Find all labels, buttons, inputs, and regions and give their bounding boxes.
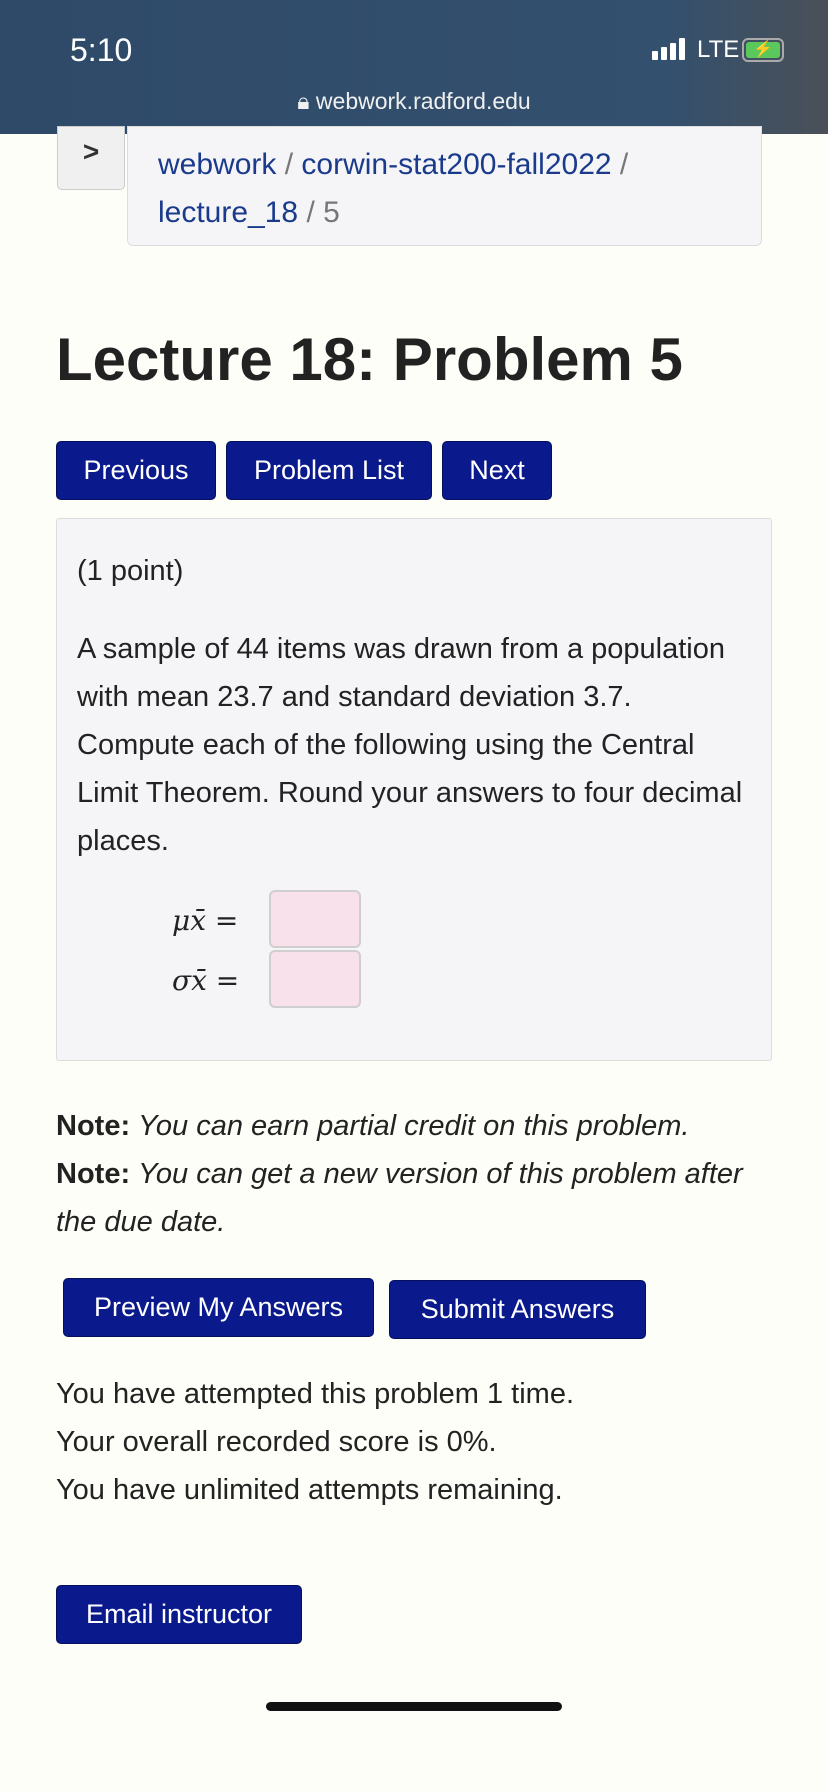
previous-button[interactable]: Previous xyxy=(56,441,216,500)
lock-icon: 🔒︎ xyxy=(297,88,316,114)
next-button[interactable]: Next xyxy=(442,441,552,500)
signal-icon xyxy=(652,38,685,60)
battery-charging-icon: ⚡ xyxy=(742,38,784,62)
attempts-remaining: You have unlimited attempts remaining. xyxy=(56,1474,563,1506)
url-bar[interactable] xyxy=(0,88,828,115)
url-text: webwork.radford.edu xyxy=(315,88,531,114)
breadcrumb-set[interactable]: lecture_18 xyxy=(158,196,299,229)
email-instructor-button[interactable]: Email instructor xyxy=(56,1585,302,1644)
attempt-count: You have attempted this problem 1 time. xyxy=(56,1378,575,1410)
recorded-score: Your overall recorded score is 0%. xyxy=(56,1426,497,1458)
breadcrumb-current: 5 xyxy=(323,196,340,229)
breadcrumb-webwork[interactable]: webwork xyxy=(158,148,277,181)
submit-answers-button[interactable]: Submit Answers xyxy=(389,1280,646,1339)
note-new-version: Note: You can get a new version of this problem after the due date. xyxy=(56,1158,743,1238)
breadcrumb-course[interactable]: corwin-stat200-fall2022 xyxy=(301,148,612,181)
mu-xbar-input[interactable] xyxy=(269,890,361,948)
problem-list-button[interactable]: Problem List xyxy=(226,441,432,500)
sidebar-toggle-button[interactable]: > xyxy=(57,126,125,190)
status-bar xyxy=(0,0,828,134)
home-indicator[interactable] xyxy=(266,1702,562,1711)
sigma-xbar-label: σx̄ = xyxy=(172,964,240,997)
notes xyxy=(56,1102,776,1246)
page-title: Lecture 18: Problem 5 xyxy=(56,326,683,393)
problem-points: (1 point) xyxy=(77,555,184,587)
note-partial-credit: Note: You can earn partial credit on this problem. xyxy=(56,1110,690,1142)
problem-text: A sample of 44 items was drawn from a population with mean 23.7 and standard deviation 3.7. Compute each of the following using the Central Limit Theorem. Round your answers to four decimal places. xyxy=(77,633,743,857)
problem-box xyxy=(56,518,772,1061)
preview-answers-button[interactable]: Preview My Answers xyxy=(63,1278,374,1337)
sigma-xbar-input[interactable] xyxy=(269,950,361,1008)
clock: 5:10 xyxy=(70,32,133,68)
attempt-info xyxy=(56,1370,574,1514)
mu-xbar-label: μx̄ = xyxy=(172,904,239,937)
network-label: LTE xyxy=(697,36,740,63)
breadcrumb: webwork / corwin-stat200-fall2022 / lecture_18 / 5 xyxy=(127,126,762,246)
